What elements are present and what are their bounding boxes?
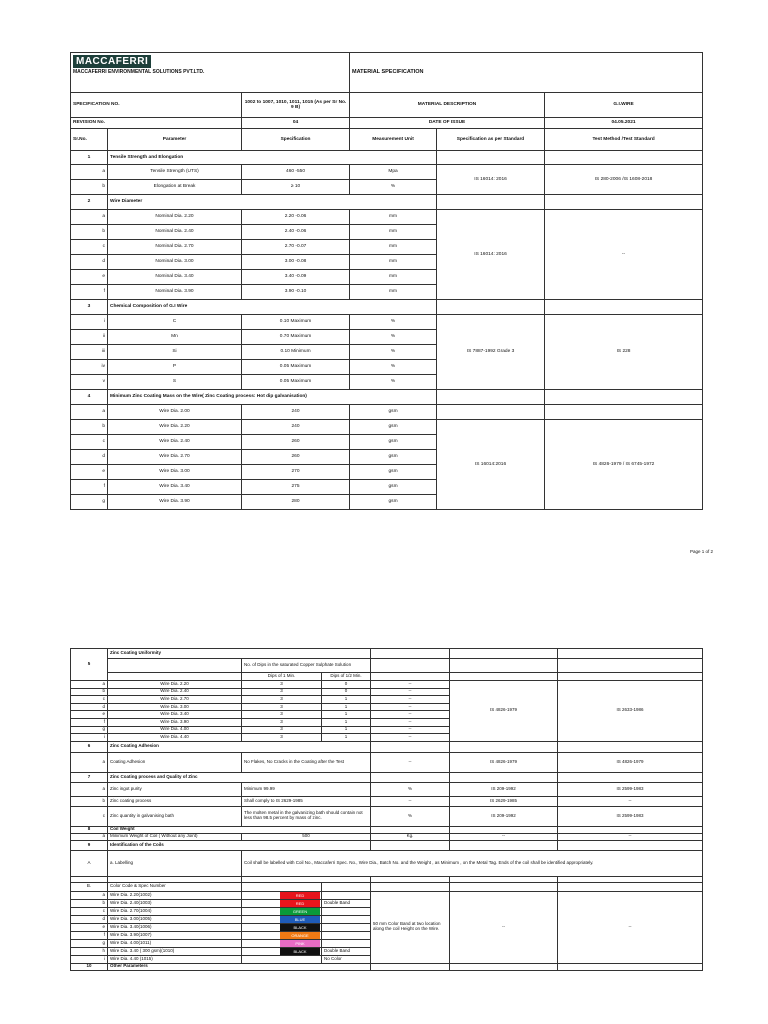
table-row: b Zinc coating process Shall comply to IS 2629-1985 -- IS 2629-1985 -- (71, 796, 703, 806)
revision-value: 04 (242, 118, 350, 129)
table-row: e Nominal Dia. 3.40 3.40 -0.09 mm (71, 270, 703, 285)
table-row: d Nominal Dia. 3.00 3.00 -0.08 mm (71, 255, 703, 270)
standard-cell: IS 7887-1992 Grade 3 (437, 315, 545, 390)
doc-title: MATERIAL SPECIFICATION (350, 53, 703, 93)
test-method-cell: IS 4826-1979 / IS 6745-1972 (545, 420, 703, 510)
section-number: 3 (71, 300, 108, 315)
material-desc-value: G.I.WIRE (545, 93, 703, 118)
color-code-row: c Wire Dia. 2.70(1004) GREEN (71, 907, 703, 915)
table-row: g Wire Dia. 4.00 3 1 -- (71, 726, 703, 734)
test-method-cell: -- (558, 891, 703, 963)
spec-no-label: SPECIFICATION NO. (71, 93, 242, 118)
material-desc-label: MATERIAL DESCRIPTION (350, 93, 545, 118)
color-swatch (280, 956, 320, 963)
col-header-unit: Measurement Unit (350, 129, 437, 151)
band-note: 50 mm Color Band at two location along the coil Height on the Wire. (371, 891, 450, 963)
col-header-specification: Specification (242, 129, 350, 151)
table-row: i C 0.10 Maximum % IS 7887-1992 Grade 3 IS 228 (71, 315, 703, 330)
section-number: 6 (71, 741, 108, 752)
company-name: MACCAFERRI ENVIRONMENTAL SOLUTIONS PVT.LTD. (73, 69, 205, 75)
table-row: e Wire Dia. 3.40 3 1 -- (71, 711, 703, 719)
table-row: a Wire Dia. 2.20 3 0 -- IS 4826-1979 IS 2633-1986 (71, 681, 703, 689)
color-code-row: f Wire Dia. 3.90(1007) ORANGE (71, 931, 703, 939)
page-1 (70, 52, 702, 510)
table-row: ii Mn 0.70 Maximum % (71, 330, 703, 345)
section-title: Wire Diameter (108, 195, 437, 210)
section-number: 1 (71, 151, 108, 165)
table-row: d Wire Dia. 3.00 3 1 -- (71, 703, 703, 711)
maccaferri-logo: MACCAFERRI (73, 55, 151, 68)
table-row: iv P 0.05 Maximum % (71, 360, 703, 375)
table-row: c Wire Dia. 2.40 260 gsm (71, 435, 703, 450)
color-swatch: RED (280, 892, 320, 899)
section-title: Identification of the Coils (108, 840, 371, 850)
page-2 (70, 648, 702, 971)
section-number: 4 (71, 390, 108, 405)
issue-date-label: DATE OF ISSUE (350, 118, 545, 129)
color-swatch: RED (280, 900, 320, 907)
table-row: a Minimum Weight of Coil ( Without any Joint) 500 Kg. -- -- (71, 833, 703, 840)
section-number: 7 (71, 772, 108, 782)
section-number: 2 (71, 195, 108, 210)
color-code-row: g Wire Dia. 4.00(1011) PINK (71, 939, 703, 947)
standard-cell: IS 16014: 2016 (437, 210, 545, 300)
section-title: Zinc Coating Uniformity (108, 649, 371, 659)
table-row: c Wire Dia. 2.70 3 1 -- (71, 696, 703, 704)
section-number: 9 (71, 840, 108, 850)
issue-date-value: 04.05.2021 (545, 118, 703, 129)
table-row: c Zinc quantity in galvanising bath The molten metal in the galvanizing bath should contain not less than 98.5 percent by mass of zinc. % IS 209-1992 IS 2599-1983 (71, 806, 703, 826)
color-code-row: e Wire Dia. 3.40(1006) BLACK (71, 923, 703, 931)
section-title: Tensile Strength and Elongation (108, 151, 437, 165)
table-row: f Wire Dia. 3.90 3 1 -- (71, 718, 703, 726)
col-header-standard: Specification as per Standard (437, 129, 545, 151)
color-code-row: a Wire Dia. 2.20(1002) RED 50 mm Color Band at two location along the coil Height on the Wire. -- -- (71, 891, 703, 899)
color-swatch: PINK (280, 940, 320, 947)
color-swatch: BLACK (280, 924, 320, 931)
standard-cell: -- (450, 891, 558, 963)
table-row: b Wire Dia. 2.20 240 gsm IS 16014:2016 IS 4826-1979 / IS 6745-1972 (71, 420, 703, 435)
table-row: f Nominal Dia. 3.90 3.90 -0.10 mm (71, 285, 703, 300)
standard-cell: IS 16014:2016 (437, 420, 545, 510)
page-number: Page 1 of 2 (690, 549, 714, 554)
section-title: Chemical Composition of G.I Wire (108, 300, 437, 315)
spec-table-page1 (70, 52, 703, 510)
color-code-row: h Wire Dia. 3.40 ( 300 gsm)(1010) BLACK Double Band (71, 947, 703, 955)
table-row: f Wire Dia. 3.40 275 gsm (71, 480, 703, 495)
section-number: 5 (71, 649, 108, 681)
table-row: b Wire Dia. 2.40 3 0 -- (71, 688, 703, 696)
section-number: 10 (71, 963, 108, 970)
table-row: a Tensile Strength (UTS) 460 -550 Mpa IS 16014: 2016 IS 280-2006 /IS 1608-2018 (71, 165, 703, 180)
color-swatch: ORANGE (280, 932, 320, 939)
table-row: a Zinc ingot purity Minimum 99.99 % IS 209-1992 IS 2599-1983 (71, 782, 703, 796)
standard-cell: IS 4826-1979 (450, 681, 558, 742)
test-method-cell: IS 228 (545, 315, 703, 390)
table-row: iii Si 0.10 Minimum % (71, 345, 703, 360)
color-code-row: i Wire Dia. 4.40 (1015) No Color (71, 955, 703, 963)
color-swatch: GREEN (280, 908, 320, 915)
dips-1min-header: Dips of 1 Min. (242, 673, 322, 681)
standard-cell: IS 16014: 2016 (437, 165, 545, 195)
col-header-parameter: Parameter (108, 129, 242, 151)
section-title: Minimum Zinc Coating Mass on the Wire( Zinc Coating process: Hot dip galvanisation) (108, 390, 437, 405)
color-code-row: b Wire Dia. 2.40(1003) RED Double Band (71, 899, 703, 907)
table-row: b Nominal Dia. 2.40 2.40 -0.06 mm (71, 225, 703, 240)
section-title: Zinc Coating process and Quality of Zinc (108, 772, 371, 782)
dips-halfmin-header: Dips of 1/2 Min. (322, 673, 371, 681)
color-swatch: BLUE (280, 916, 320, 923)
section-title: Zinc Coating Adhesion (108, 741, 371, 752)
table-row: g Wire Dia. 3.90 280 gsm (71, 495, 703, 510)
section-number: 8 (71, 826, 108, 833)
table-row: e Wire Dia. 3.00 270 gsm (71, 465, 703, 480)
table-row: c Nominal Dia. 2.70 2.70 -0.07 mm (71, 240, 703, 255)
table-row: b Elongation at Break ≥ 10 % (71, 180, 703, 195)
table-row: d Wire Dia. 2.70 260 gsm (71, 450, 703, 465)
table-row: a Wire Dia. 2.00 240 gsm (71, 405, 703, 420)
test-method-cell: -- (545, 210, 703, 300)
table-row: i Wire Dia. 4.40 3 1 -- (71, 734, 703, 742)
revision-label: REVISION No. (71, 118, 242, 129)
test-method-cell: IS 280-2006 /IS 1608-2018 (545, 165, 703, 195)
table-row: a Coating Adhesion No Flakes, No Cracks in the Coating after the Test -- IS 4826-1979 IS 4826-1979 (71, 752, 703, 772)
col-header-srno: Sr.No. (71, 129, 108, 151)
spec-table-page2: 5 Zinc Coating Uniformity No. of Dips in the saturated Copper Sulphate Solution Dips of 1 Min. Dips of 1/2 Min. a Wire Dia. 2.20 3 0 -- IS 4826-1979 IS 2633-1986 b Wire Dia. 2.40 3 0 -- c Wire Dia. 2.70 3 1 -- d Wire Dia. 3.00 3 1 -- e Wire Dia. 3.40 3 1 -- f Wire Dia. 3.90 3 1 -- g Wire Dia. 4.00 3 1 -- i Wire Dia. 4.40 3 1 -- 6 Zinc Coating Adhesion a Coating Adhesion No Flakes, No Cracks in the Coating after the Test -- IS 4826-1979 IS 4826-1979 7 Zinc Coating process and Quality of Zinc a Zinc ingot purity Minimum 99.99 % IS 209-1992 IS 2599-1983 b Zinc coating process Shall comply to IS 2629-1985 -- IS 2629-1985 -- c Zinc quantity in galvanising bath The molten metal in the galvanizing bath should contain not less than 98.5 percent by mass of zinc. % IS 209-1992 IS 2599-1983 8 Coil Weight a Minimum Weight of Coil ( Without any Joint) 500 Kg. -- -- 9 Identification of the Coils A a. Labelling Coil shall be labelled with Coil No., Maccaferri Spec. No., Wire Dia., Batch No. and the Weight , as Minimum , on the Metal Tag. Ends of the coil shall be identified appropriately. B. Color Code & Spec Number a Wire Dia. 2.20(1002) RED 50 mm Color Band at two location along the coil Height on the Wire. -- -- b Wire Dia. 2.40(1003) RED Double Band c Wire Dia. 2.70(1004) GREEN d Wire Dia. 3.00(1005) BLUE e Wire Dia. 3.40(1006) BLACK f Wire Dia. 3.90(1007) ORANGE g Wire Dia. 4.00(1011) PINK h Wire Dia. 3.40 ( 300 gsm)(1010) BLACK Double Band i Wire Dia. 4.40 (1015) No Color 10 Other Parameters (70, 648, 703, 971)
table-row: v S 0.05 Maximum % (71, 375, 703, 390)
test-method-cell: IS 2633-1986 (558, 681, 703, 742)
spec-no-value: 1002 to 1007, 1010, 1011, 1015 (As per Sr No. 9 B) (242, 93, 350, 118)
company-block (71, 53, 350, 93)
color-code-row: d Wire Dia. 3.00(1005) BLUE (71, 915, 703, 923)
table-row: a Nominal Dia. 2.20 2.20 -0.06 mm IS 16014: 2016 -- (71, 210, 703, 225)
col-header-test-method: Test Method /Test Standard (545, 129, 703, 151)
table-row: A a. Labelling Coil shall be labelled with Coil No., Maccaferri Spec. No., Wire Dia., Batch No. and the Weight , as Minimum , on the Metal Tag. Ends of the coil shall be identified appropriately. (71, 850, 703, 876)
labelling-text: Coil shall be labelled with Coil No., Maccaferri Spec. No., Wire Dia., Batch No. and the Weight , as Minimum , on the Metal Tag. Ends of the coil shall be identified appropriately. (242, 850, 703, 876)
section-title: Other Parameters (108, 963, 371, 970)
color-swatch: BLACK (280, 948, 320, 955)
dips-header: No. of Dips in the saturated Copper Sulphate Solution (242, 659, 371, 673)
section-title: Coil Weight (108, 826, 371, 833)
